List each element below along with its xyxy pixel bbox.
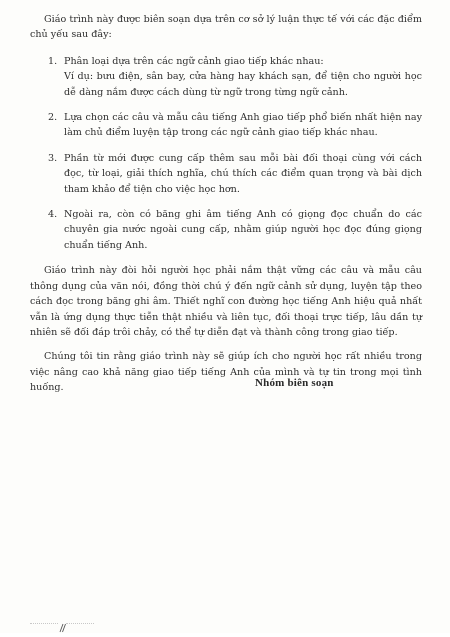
signature: Nhóm biên soạn (255, 377, 334, 389)
list-item-text: Phần từ mới được cung cấp thêm sau mỗi bài đối thoại cùng với cách đọc, từ loại, giải thích nghĩa, chú thích các điểm quan trọng và bài dịch tham khảo để tiện cho việc học hơn. (64, 152, 422, 195)
list-item (50, 54, 422, 100)
list-item-number: 1. (48, 55, 58, 67)
feature-list (30, 54, 422, 253)
intro-paragraph: Giáo trình này được biên soạn dựa trên cơ sở lý luận thực tế với các đặc điểm chủ yếu sau đây: (30, 14, 422, 41)
body-paragraph-3: Chúng tôi tin rằng giáo trình này sẽ giúp ích cho người học rất nhiều trong việc nâng cao khả năng giao tiếp tiếng Anh của mình và tự tin trong mọi tình huống. (30, 351, 422, 394)
list-item (50, 110, 422, 141)
corner-rule-right (66, 623, 94, 624)
body-paragraph-2: Giáo trình này đòi hỏi người học phải nắm thật vững các câu và mẫu câu thông dụng của văn nói, đồng thời chú ý đến ngữ cảnh sử dụng, luyện tập theo cách đọc trong băng ghi âm. Thiết nghĩ con đường học tiếng Anh hiệu quả nhất vẫn là ứng dụng thực tiễn thật nhiều và liên tục, đối thoại trực tiếp, lâu dần tự nhiên sẽ đối đáp trôi chảy, có thể tự diễn đạt và thành công trong giao tiếp. (30, 265, 422, 338)
list-item-number: 3. (48, 152, 58, 164)
list-item-text: Lựa chọn các câu và mẫu câu tiếng Anh giao tiếp phổ biến nhất hiện nay làm chủ điểm luyện tập trong các ngữ cảnh giao tiếp khác nhau. (64, 112, 422, 139)
corner-rule-left (30, 623, 58, 624)
document-body (30, 12, 422, 396)
list-item-text: Phân loại dựa trên các ngữ cảnh giao tiếp khác nhau: (64, 55, 324, 67)
page-corner-decoration (30, 618, 100, 628)
list-item (50, 207, 422, 253)
list-item-number: 4. (48, 209, 58, 221)
list-item-text: Ngoài ra, còn có băng ghi âm tiếng Anh có giọng đọc chuẩn do các chuyên gia nước ngoài cung cấp, nhằm giúp người học đọc đúng giọng chuẩn tiếng Anh. (64, 209, 422, 251)
list-item (50, 151, 422, 197)
list-item-detail: Ví dụ: bưu điện, sân bay, cửa hàng hay khách sạn, để tiện cho người học dễ dàng nắm được cách dùng từ ngữ trong từng ngữ cảnh. (64, 71, 422, 98)
list-item-number: 2. (48, 112, 58, 124)
